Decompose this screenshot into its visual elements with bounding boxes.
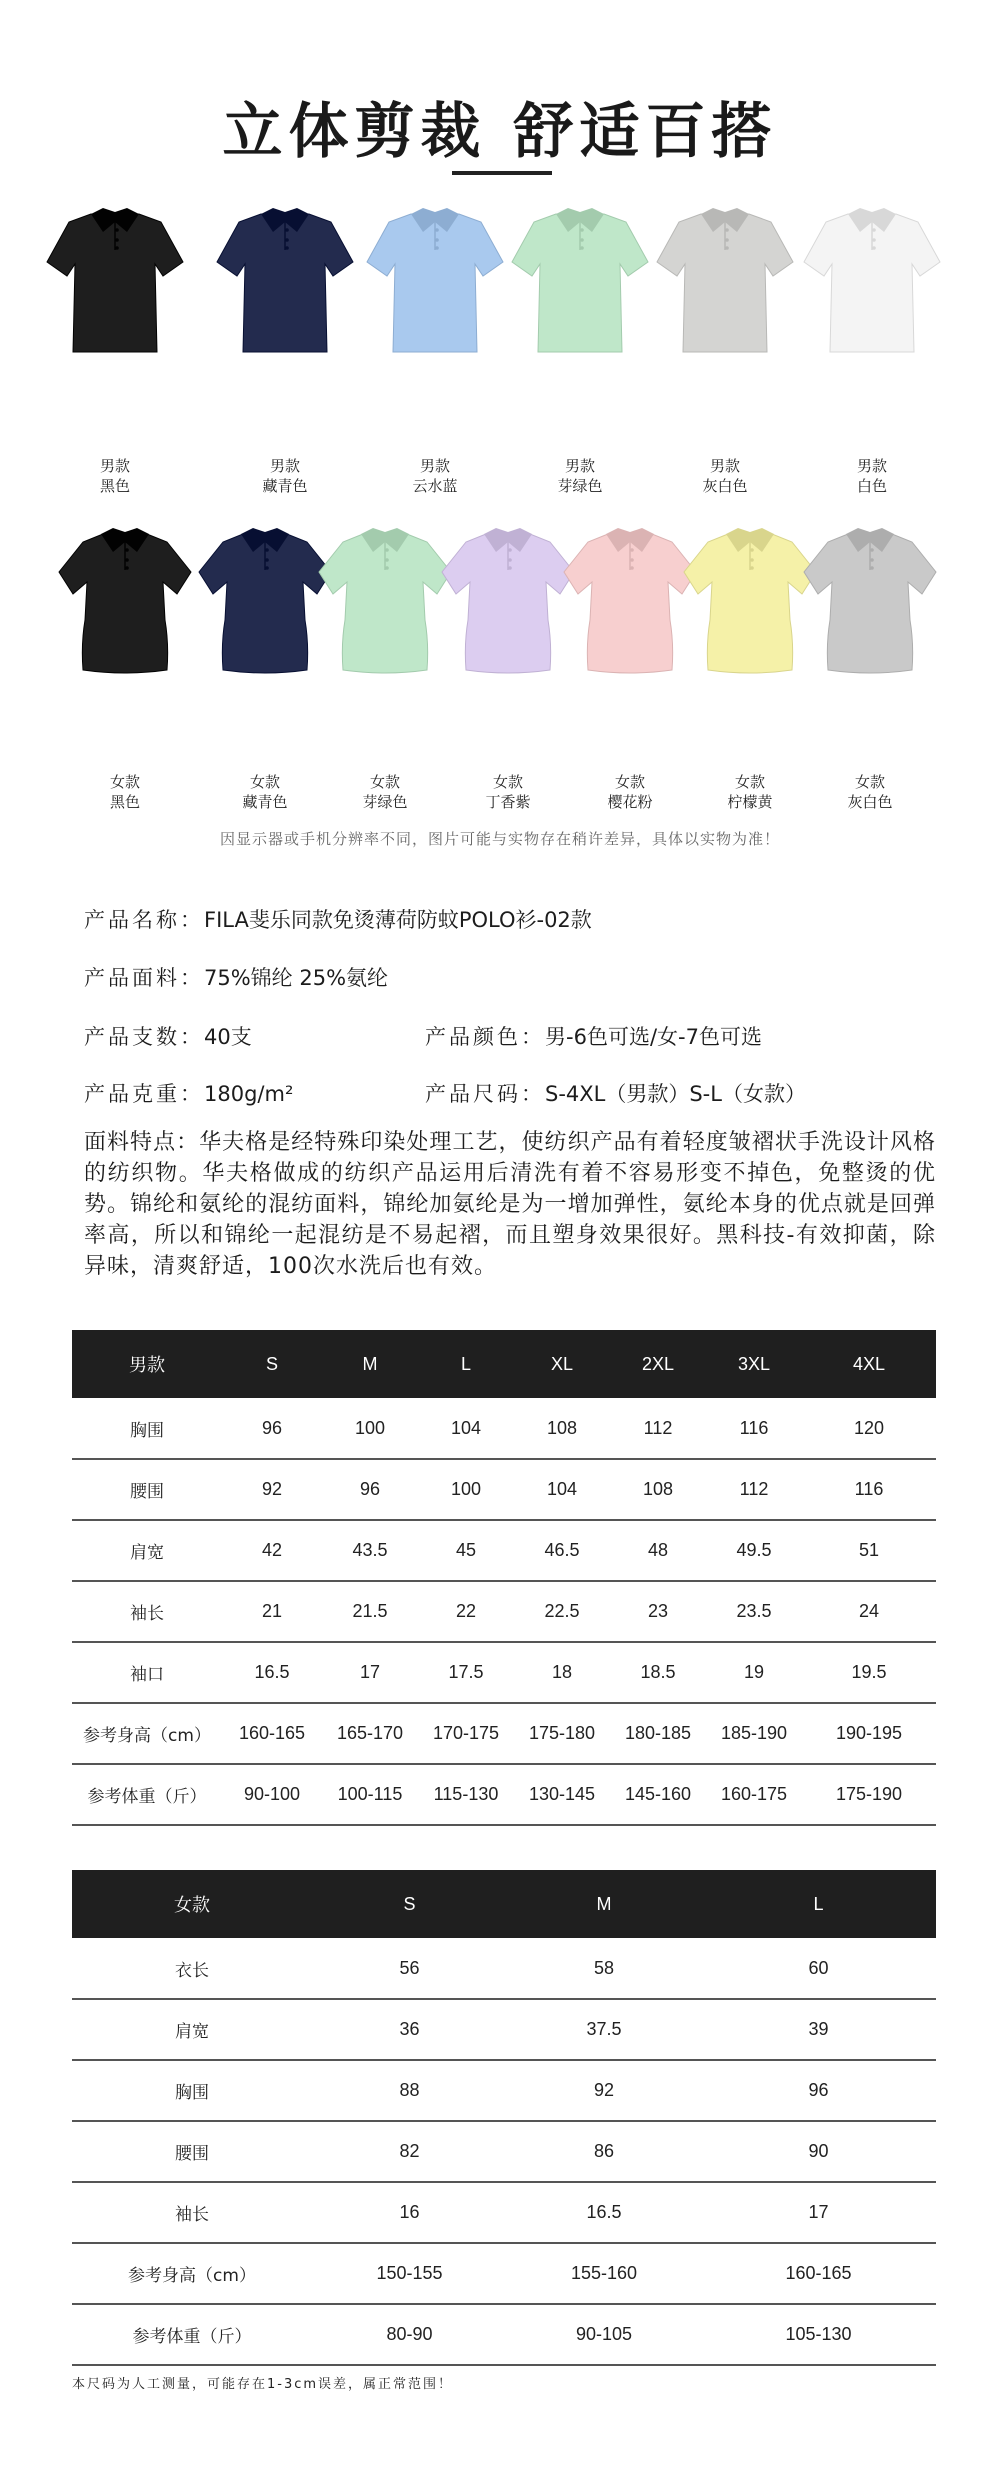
womens-shirt-sprout-green[interactable] — [315, 520, 455, 680]
row-label-cell: 参考身高（cm） — [72, 1703, 222, 1764]
product-color-label: 产品颜色： — [425, 1025, 545, 1049]
row-label-cell: 袖口 — [72, 1642, 222, 1703]
table-cell: 22 — [418, 1581, 514, 1642]
womens-shirt-navy[interactable] — [195, 520, 335, 680]
mens-shirt-sky-blue[interactable] — [365, 200, 505, 360]
table-cell: 82 — [312, 2121, 507, 2182]
womens-shirt-sakura-pink[interactable] — [560, 520, 700, 680]
mens-shirt-sprout-green[interactable] — [510, 200, 650, 360]
table-cell: 165-170 — [322, 1703, 418, 1764]
table-cell: 180-185 — [610, 1703, 706, 1764]
womens-shirt-lilac[interactable] — [438, 520, 578, 680]
row-label-cell: 肩宽 — [72, 1520, 222, 1581]
table-cell: 120 — [802, 1398, 936, 1459]
table-cell: 92 — [222, 1459, 322, 1520]
row-label-cell: 衣长 — [72, 1938, 312, 1999]
table-cell: 160-165 — [222, 1703, 322, 1764]
table-cell: 49.5 — [706, 1520, 802, 1581]
womens-shirt-black[interactable] — [55, 520, 195, 680]
table-cell: 24 — [802, 1581, 936, 1642]
mens-shirt-label: 男款 白色 — [856, 457, 887, 495]
product-weight-value: 180g/m² — [204, 1082, 294, 1106]
product-size-label: 产品尺码： — [425, 1082, 545, 1106]
mens-shirt-label: 男款 灰白色 — [702, 457, 748, 495]
table-cell: 36 — [312, 1999, 507, 2060]
womens-shirt-label: 女款 樱花粉 — [607, 773, 653, 811]
product-name-label: 产品名称： — [84, 908, 204, 932]
table-cell: 190-195 — [802, 1703, 936, 1764]
table-cell: 115-130 — [418, 1764, 514, 1825]
table-cell: 96 — [322, 1459, 418, 1520]
mens-shirt-label: 男款 芽绿色 — [557, 457, 603, 495]
table-row — [72, 1581, 936, 1642]
table-cell: 185-190 — [706, 1703, 802, 1764]
mens-table-header — [72, 1330, 936, 1398]
color-disclaimer: 因显示器或手机分辨率不同，图片可能与实物存在稍许差异，具体以实物为准！ — [219, 830, 780, 848]
womens-shirt-label: 女款 藏青色 — [242, 773, 288, 811]
product-count-row — [84, 1021, 252, 1051]
row-label-cell: 参考身高（cm） — [72, 2243, 312, 2304]
table-cell: 90 — [701, 2121, 936, 2182]
mens-shirt-label: 男款 云水蓝 — [412, 457, 458, 495]
table-cell: 96 — [222, 1398, 322, 1459]
table-cell: 19.5 — [802, 1642, 936, 1703]
title-underline — [452, 171, 552, 175]
mens-shirt-gray-white[interactable] — [655, 200, 795, 360]
table-row — [72, 1520, 936, 1581]
table-cell: 56 — [312, 1938, 507, 1999]
table-cell: 18 — [514, 1642, 610, 1703]
header-cell: M — [322, 1330, 418, 1398]
table-row — [72, 2304, 936, 2365]
header-cell: S — [312, 1870, 507, 1938]
table-cell: 18.5 — [610, 1642, 706, 1703]
row-label-cell: 肩宽 — [72, 1999, 312, 2060]
table-cell: 17 — [322, 1642, 418, 1703]
row-label-cell: 袖长 — [72, 2182, 312, 2243]
table-row — [72, 1999, 936, 2060]
womens-shirt-label: 女款 柠檬黄 — [727, 773, 773, 811]
product-size-row — [425, 1078, 806, 1108]
womens-shirt-gray-white[interactable] — [800, 520, 940, 680]
product-fabric-row — [84, 962, 388, 992]
table-cell: 16.5 — [507, 2182, 701, 2243]
row-label-cell: 参考体重（斤） — [72, 1764, 222, 1825]
mens-shirt-white[interactable] — [802, 200, 942, 360]
table-cell: 160-165 — [701, 2243, 936, 2304]
table-cell: 100-115 — [322, 1764, 418, 1825]
table-cell: 23 — [610, 1581, 706, 1642]
womens-table-header — [72, 1870, 936, 1938]
table-cell: 17.5 — [418, 1642, 514, 1703]
table-row — [72, 1459, 936, 1520]
header-cell: S — [222, 1330, 322, 1398]
product-weight-row — [84, 1078, 293, 1108]
table-cell: 48 — [610, 1520, 706, 1581]
table-cell: 16 — [312, 2182, 507, 2243]
product-weight-label: 产品克重： — [84, 1082, 204, 1106]
row-label-cell: 胸围 — [72, 1398, 222, 1459]
table-cell: 86 — [507, 2121, 701, 2182]
product-color-value: 男-6色可选/女-7色可选 — [545, 1025, 762, 1049]
mens-shirt-label: 男款 黑色 — [99, 457, 130, 495]
product-fabric-value: 75%锦纶 25%氨纶 — [204, 966, 389, 990]
table-cell: 160-175 — [706, 1764, 802, 1825]
table-cell: 112 — [706, 1459, 802, 1520]
header-cell: 女款 — [72, 1870, 312, 1938]
product-count-label: 产品支数： — [84, 1025, 204, 1049]
mens-shirt-navy[interactable] — [215, 200, 355, 360]
table-cell: 105-130 — [701, 2304, 936, 2365]
product-name-row — [84, 904, 592, 934]
table-cell: 51 — [802, 1520, 936, 1581]
table-cell: 100 — [322, 1398, 418, 1459]
table-cell: 155-160 — [507, 2243, 701, 2304]
womens-shirt-label: 女款 丁香紫 — [485, 773, 531, 811]
table-cell: 145-160 — [610, 1764, 706, 1825]
table-row — [72, 2060, 936, 2121]
row-label-cell: 胸围 — [72, 2060, 312, 2121]
table-row — [72, 1642, 936, 1703]
table-cell: 90-105 — [507, 2304, 701, 2365]
header-cell: 男款 — [72, 1330, 222, 1398]
table-cell: 90-100 — [222, 1764, 322, 1825]
womens-size-table — [72, 1870, 936, 2366]
table-row — [72, 1398, 936, 1459]
table-row — [72, 2182, 936, 2243]
product-fabric-label: 产品面料： — [84, 966, 204, 990]
table-cell: 175-180 — [514, 1703, 610, 1764]
table-cell: 21 — [222, 1581, 322, 1642]
table-cell: 22.5 — [514, 1581, 610, 1642]
table-cell: 43.5 — [322, 1520, 418, 1581]
womens-shirt-label: 女款 芽绿色 — [362, 773, 408, 811]
product-size-value: S-4XL（男款）S-L（女款） — [545, 1082, 806, 1106]
table-cell: 60 — [701, 1938, 936, 1999]
fabric-features-paragraph: 面料特点：华夫格是经特殊印染处理工艺，使纺织产品有着轻度皱褶状手洗设计风格的纺织物。华夫格做成的纺织产品运用后清洗有着不容易形变不掉色，免整烫的优势。锦纶和氨纶的混纺面料，锦纶加氨纶是为一增加弹性，氨纶本身的优点就是回弹率高，所以和锦纶一起混纺是不易起褶，而且塑身效果很好。黑科技-有效抑菌，除异味，清爽舒适，100次水洗后也有效。 — [84, 1130, 936, 1279]
table-cell: 130-145 — [514, 1764, 610, 1825]
table-cell: 116 — [706, 1398, 802, 1459]
table-cell: 37.5 — [507, 1999, 701, 2060]
table-cell: 16.5 — [222, 1642, 322, 1703]
table-cell: 46.5 — [514, 1520, 610, 1581]
product-name-value: FILA斐乐同款免烫薄荷防蚊POLO衫-02款 — [204, 908, 592, 932]
table-cell: 88 — [312, 2060, 507, 2121]
header-cell: L — [418, 1330, 514, 1398]
row-label-cell: 袖长 — [72, 1581, 222, 1642]
header-cell: 2XL — [610, 1330, 706, 1398]
measurement-footnote: 本尺码为人工测量，可能存在1-3cm误差，属正常范围！ — [72, 2377, 454, 2392]
table-cell: 100 — [418, 1459, 514, 1520]
table-cell: 116 — [802, 1459, 936, 1520]
table-cell: 23.5 — [706, 1581, 802, 1642]
womens-shirt-label: 女款 黑色 — [109, 773, 140, 811]
header-cell: 3XL — [706, 1330, 802, 1398]
table-row — [72, 1938, 936, 1999]
mens-shirt-black[interactable] — [45, 200, 185, 360]
womens-shirt-lemon-yellow[interactable] — [680, 520, 820, 680]
table-row — [72, 2121, 936, 2182]
table-cell: 112 — [610, 1398, 706, 1459]
table-cell: 80-90 — [312, 2304, 507, 2365]
product-color-row — [425, 1021, 762, 1051]
table-row — [72, 1703, 936, 1764]
table-cell: 175-190 — [802, 1764, 936, 1825]
table-cell: 42 — [222, 1520, 322, 1581]
table-row — [72, 2243, 936, 2304]
table-cell: 150-155 — [312, 2243, 507, 2304]
table-cell: 58 — [507, 1938, 701, 1999]
header-cell: M — [507, 1870, 701, 1938]
mens-shirt-label: 男款 藏青色 — [262, 457, 308, 495]
mens-size-table — [72, 1330, 936, 1826]
table-cell: 108 — [610, 1459, 706, 1520]
table-cell: 104 — [418, 1398, 514, 1459]
womens-shirt-label: 女款 灰白色 — [847, 773, 893, 811]
table-cell: 21.5 — [322, 1581, 418, 1642]
header-cell: XL — [514, 1330, 610, 1398]
table-cell: 108 — [514, 1398, 610, 1459]
table-cell: 39 — [701, 1999, 936, 2060]
table-cell: 170-175 — [418, 1703, 514, 1764]
row-label-cell: 腰围 — [72, 2121, 312, 2182]
header-cell: L — [701, 1870, 936, 1938]
row-label-cell: 腰围 — [72, 1459, 222, 1520]
table-cell: 92 — [507, 2060, 701, 2121]
table-cell: 19 — [706, 1642, 802, 1703]
table-cell: 45 — [418, 1520, 514, 1581]
table-cell: 104 — [514, 1459, 610, 1520]
table-cell: 96 — [701, 2060, 936, 2121]
header-cell: 4XL — [802, 1330, 936, 1398]
table-row — [72, 1764, 936, 1825]
row-label-cell: 参考体重（斤） — [72, 2304, 312, 2365]
page-title: 立体剪裁 舒适百搭 — [222, 97, 778, 167]
table-cell: 17 — [701, 2182, 936, 2243]
product-count-value: 40支 — [204, 1025, 252, 1049]
